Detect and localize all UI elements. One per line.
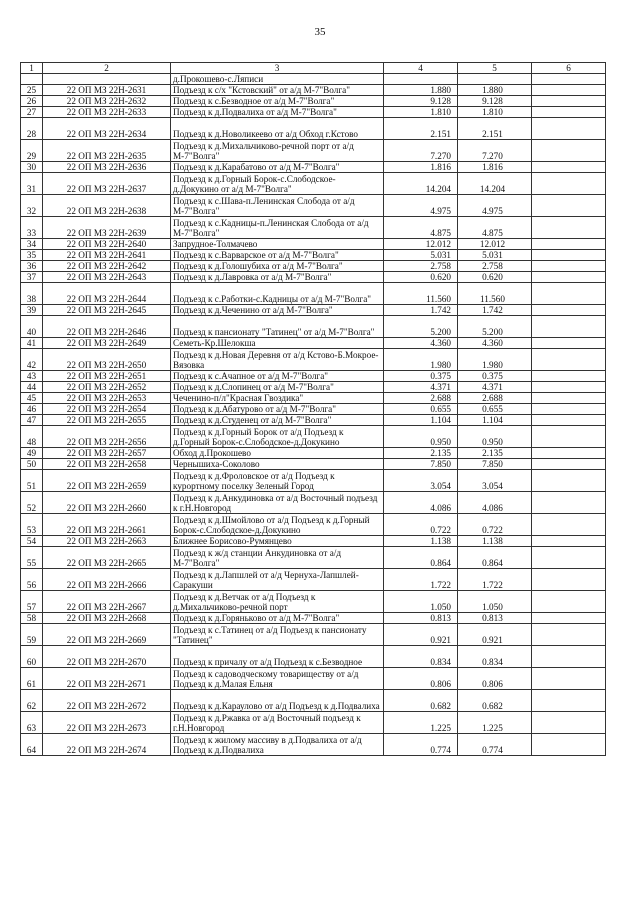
table-row (21, 74, 606, 85)
header-cell-1: 1 (21, 63, 43, 74)
row-number-cell: 55 (21, 547, 43, 569)
road-length-total-cell: 3.054 (458, 470, 532, 492)
row-number-cell: 39 (21, 305, 43, 316)
row-number-cell: 45 (21, 393, 43, 404)
road-name-cell: Подъезд к д.Горяньково от а/д М-7"Волга" (171, 613, 384, 624)
road-note-cell (532, 492, 606, 514)
road-length-total-cell: 1.138 (458, 536, 532, 547)
road-note-cell (532, 734, 606, 756)
road-name-cell: Подъезд к д.Студенец от а/д М-7"Волга" (171, 415, 384, 426)
road-length-total-cell: 2.758 (458, 261, 532, 272)
road-name-cell: Подъезд к пансионату "Татинец" от а/д М-7"Волга" (171, 316, 384, 338)
road-length-total-cell: 4.360 (458, 338, 532, 349)
road-code-cell (43, 74, 171, 85)
row-number-cell: 43 (21, 371, 43, 382)
road-note-cell (532, 195, 606, 217)
table-row (21, 624, 606, 646)
road-name-cell: Подъезд к с.Шава-п.Ленинская Слобода от а/д М-7"Волга" (171, 195, 384, 217)
header-cell-5: 5 (458, 63, 532, 74)
road-note-cell (532, 162, 606, 173)
table-row (21, 569, 606, 591)
road-length-cell: 5.031 (384, 250, 458, 261)
table-row (21, 536, 606, 547)
row-number-cell: 28 (21, 118, 43, 140)
road-note-cell (532, 261, 606, 272)
road-length-cell: 12.012 (384, 239, 458, 250)
road-note-cell (532, 536, 606, 547)
road-code-cell: 22 ОП МЗ 22Н-2674 (43, 734, 171, 756)
road-name-cell: Подъезд к с.Безводное от а/д М-7"Волга" (171, 96, 384, 107)
table-row (21, 690, 606, 712)
row-number-cell: 48 (21, 426, 43, 448)
row-number-cell: 41 (21, 338, 43, 349)
road-code-cell: 22 ОП МЗ 22Н-2643 (43, 272, 171, 283)
road-length-total-cell: 9.128 (458, 96, 532, 107)
row-number-cell: 63 (21, 712, 43, 734)
row-number-cell: 25 (21, 85, 43, 96)
table-row (21, 646, 606, 668)
road-length-total-cell: 12.012 (458, 239, 532, 250)
row-number-cell: 30 (21, 162, 43, 173)
row-number-cell: 51 (21, 470, 43, 492)
road-length-total-cell: 1.050 (458, 591, 532, 613)
road-length-cell: 4.360 (384, 338, 458, 349)
table-row (21, 195, 606, 217)
road-name-cell: Подъезд к д.Лавровка от а/д М-7"Волга" (171, 272, 384, 283)
road-name-cell: Чеченино-п/л"Красная Гвоздика" (171, 393, 384, 404)
road-note-cell (532, 338, 606, 349)
road-length-total-cell: 7.270 (458, 140, 532, 162)
table-row (21, 217, 606, 239)
road-length-total-cell: 1.722 (458, 569, 532, 591)
road-length-total-cell: 1.816 (458, 162, 532, 173)
road-length-cell: 4.975 (384, 195, 458, 217)
road-code-cell: 22 ОП МЗ 22Н-2651 (43, 371, 171, 382)
road-code-cell: 22 ОП МЗ 22Н-2649 (43, 338, 171, 349)
table-row (21, 173, 606, 195)
road-name-cell: Подъезд к д.Абатурово от а/д М-7"Волга" (171, 404, 384, 415)
road-note-cell (532, 448, 606, 459)
road-length-cell: 14.204 (384, 173, 458, 195)
road-length-cell: 0.813 (384, 613, 458, 624)
road-name-cell: Подъезд к ж/д станции Анкудиновка от а/д М-7"Волга" (171, 547, 384, 569)
road-code-cell: 22 ОП МЗ 22Н-2644 (43, 283, 171, 305)
road-note-cell (532, 118, 606, 140)
road-length-cell: 4.086 (384, 492, 458, 514)
road-length-cell: 2.688 (384, 393, 458, 404)
road-note-cell (532, 404, 606, 415)
road-length-total-cell: 0.722 (458, 514, 532, 536)
row-number-cell: 38 (21, 283, 43, 305)
table-row (21, 118, 606, 140)
table-row (21, 734, 606, 756)
road-note-cell (532, 613, 606, 624)
road-code-cell: 22 ОП МЗ 22Н-2642 (43, 261, 171, 272)
road-name-cell: Подъезд к д.Слопинец от а/д М-7"Волга" (171, 382, 384, 393)
table-row (21, 492, 606, 514)
road-note-cell (532, 591, 606, 613)
road-length-cell: 7.270 (384, 140, 458, 162)
road-note-cell (532, 305, 606, 316)
road-length-total-cell: 1.980 (458, 349, 532, 371)
road-length-cell: 0.950 (384, 426, 458, 448)
row-number-cell: 37 (21, 272, 43, 283)
road-length-total-cell: 0.950 (458, 426, 532, 448)
table-row (21, 140, 606, 162)
road-length-cell: 2.151 (384, 118, 458, 140)
road-note-cell (532, 624, 606, 646)
row-number-cell: 57 (21, 591, 43, 613)
road-code-cell: 22 ОП МЗ 22Н-2661 (43, 514, 171, 536)
road-name-cell: Подъезд к причалу от а/д Подъезд к с.Безводное (171, 646, 384, 668)
road-code-cell: 22 ОП МЗ 22Н-2671 (43, 668, 171, 690)
road-note-cell (532, 393, 606, 404)
row-number-cell: 26 (21, 96, 43, 107)
road-note-cell (532, 569, 606, 591)
table-row (21, 283, 606, 305)
table-row (21, 316, 606, 338)
road-code-cell: 22 ОП МЗ 22Н-2639 (43, 217, 171, 239)
row-number-cell: 56 (21, 569, 43, 591)
road-code-cell: 22 ОП МЗ 22Н-2636 (43, 162, 171, 173)
row-number-cell: 44 (21, 382, 43, 393)
road-note-cell (532, 239, 606, 250)
road-length-cell: 2.135 (384, 448, 458, 459)
row-number-cell: 40 (21, 316, 43, 338)
road-note-cell (532, 349, 606, 371)
road-name-cell: Подъезд к д.Шмойлово от а/д Подъезд к д.Горный Борок-с.Слободское-д.Докукино (171, 514, 384, 536)
road-code-cell: 22 ОП МЗ 22Н-2667 (43, 591, 171, 613)
road-code-cell: 22 ОП МЗ 22Н-2666 (43, 569, 171, 591)
row-number-cell: 62 (21, 690, 43, 712)
table-row (21, 470, 606, 492)
row-number-cell: 61 (21, 668, 43, 690)
table-row (21, 613, 606, 624)
road-length-cell: 0.834 (384, 646, 458, 668)
table-row (21, 162, 606, 173)
road-note-cell (532, 250, 606, 261)
road-length-total-cell: 0.806 (458, 668, 532, 690)
road-name-cell: Подъезд к д.Ветчак от а/д Подъезд к д.Михальчиково-речной порт (171, 591, 384, 613)
table-row (21, 591, 606, 613)
road-length-cell: 7.850 (384, 459, 458, 470)
road-note-cell (532, 74, 606, 85)
road-note-cell (532, 217, 606, 239)
road-length-cell: 4.875 (384, 217, 458, 239)
road-length-cell: 2.758 (384, 261, 458, 272)
road-code-cell: 22 ОП МЗ 22Н-2652 (43, 382, 171, 393)
road-length-cell: 0.864 (384, 547, 458, 569)
road-code-cell: 22 ОП МЗ 22Н-2656 (43, 426, 171, 448)
road-length-cell: 1.722 (384, 569, 458, 591)
table-row (21, 459, 606, 470)
road-name-cell: Подъезд к с.Татинец от а/д Подъезд к пансионату "Татинец" (171, 624, 384, 646)
table-body (21, 63, 606, 756)
table-row (21, 393, 606, 404)
road-name-cell: Подъезд к с.Ачапное от а/д М-7"Волга" (171, 371, 384, 382)
row-number-cell: 27 (21, 107, 43, 118)
road-length-total-cell: 14.204 (458, 173, 532, 195)
road-code-cell: 22 ОП МЗ 22Н-2637 (43, 173, 171, 195)
road-name-cell: Чернышиха-Соколово (171, 459, 384, 470)
row-number-cell: 31 (21, 173, 43, 195)
road-name-cell: д.Прокошево-с.Ляписи (171, 74, 384, 85)
road-code-cell: 22 ОП МЗ 22Н-2650 (43, 349, 171, 371)
road-length-cell: 0.806 (384, 668, 458, 690)
row-number-cell: 60 (21, 646, 43, 668)
header-cell-3: 3 (171, 63, 384, 74)
header-cell-4: 4 (384, 63, 458, 74)
road-name-cell: Подъезд к д.Караулово от а/д Подъезд к д.Подвалиха (171, 690, 384, 712)
road-length-total-cell: 0.921 (458, 624, 532, 646)
road-name-cell: Подъезд к д.Новоликеево от а/д Обход г.Кстово (171, 118, 384, 140)
road-note-cell (532, 646, 606, 668)
road-code-cell: 22 ОП МЗ 22Н-2645 (43, 305, 171, 316)
row-number-cell: 53 (21, 514, 43, 536)
row-number-cell: 32 (21, 195, 43, 217)
row-number-cell: 33 (21, 217, 43, 239)
road-code-cell: 22 ОП МЗ 22Н-2658 (43, 459, 171, 470)
road-code-cell: 22 ОП МЗ 22Н-2669 (43, 624, 171, 646)
road-note-cell (532, 107, 606, 118)
road-name-cell: Подъезд к д.Голошубиха от а/д М-7"Волга" (171, 261, 384, 272)
road-code-cell: 22 ОП МЗ 22Н-2653 (43, 393, 171, 404)
road-length-cell: 1.810 (384, 107, 458, 118)
road-length-cell: 0.620 (384, 272, 458, 283)
row-number-cell: 54 (21, 536, 43, 547)
road-name-cell: Подъезд к д.Подвалиха от а/д М-7"Волга" (171, 107, 384, 118)
road-code-cell: 22 ОП МЗ 22Н-2654 (43, 404, 171, 415)
table-row (21, 712, 606, 734)
road-code-cell: 22 ОП МЗ 22Н-2641 (43, 250, 171, 261)
road-length-total-cell: 5.200 (458, 316, 532, 338)
road-length-total-cell: 2.151 (458, 118, 532, 140)
road-code-cell: 22 ОП МЗ 22Н-2670 (43, 646, 171, 668)
road-name-cell: Семеть-Кр.Шелокша (171, 338, 384, 349)
road-length-total-cell: 0.375 (458, 371, 532, 382)
road-code-cell: 22 ОП МЗ 22Н-2646 (43, 316, 171, 338)
road-name-cell: Подъезд к д.Ржавка от а/д Восточный подъезд к г.Н.Новгород (171, 712, 384, 734)
road-length-total-cell: 0.813 (458, 613, 532, 624)
table-row (21, 547, 606, 569)
table-header-row (21, 63, 606, 74)
road-note-cell (532, 426, 606, 448)
road-length-total-cell: 2.135 (458, 448, 532, 459)
row-number-cell: 47 (21, 415, 43, 426)
road-name-cell: Подъезд к д.Карабатово от а/д М-7"Волга" (171, 162, 384, 173)
header-cell-2: 2 (43, 63, 171, 74)
road-length-cell: 1.742 (384, 305, 458, 316)
road-name-cell: Подъезд к с.Варварское от а/д М-7"Волга" (171, 250, 384, 261)
road-length-total-cell: 0.682 (458, 690, 532, 712)
road-note-cell (532, 173, 606, 195)
table-row (21, 382, 606, 393)
road-length-cell: 11.560 (384, 283, 458, 305)
road-name-cell: Ближнее Борисово-Румянцево (171, 536, 384, 547)
road-note-cell (532, 140, 606, 162)
table-row (21, 85, 606, 96)
row-number-cell: 49 (21, 448, 43, 459)
road-length-cell: 1.980 (384, 349, 458, 371)
road-name-cell: Подъезд к жилому массиву в д.Подвалиха от а/д Подъезд к д.Подвалиха (171, 734, 384, 756)
table-row (21, 514, 606, 536)
road-name-cell: Подъезд к д.Михальчиково-речной порт от а/д М-7"Волга" (171, 140, 384, 162)
road-length-total-cell: 0.864 (458, 547, 532, 569)
table-row (21, 426, 606, 448)
row-number-cell: 34 (21, 239, 43, 250)
road-length-total-cell: 7.850 (458, 459, 532, 470)
road-note-cell (532, 547, 606, 569)
header-cell-6: 6 (532, 63, 606, 74)
road-length-total-cell: 4.875 (458, 217, 532, 239)
road-length-cell: 1.225 (384, 712, 458, 734)
road-code-cell: 22 ОП МЗ 22Н-2655 (43, 415, 171, 426)
road-length-cell: 0.682 (384, 690, 458, 712)
table-row (21, 371, 606, 382)
road-length-total-cell: 1.104 (458, 415, 532, 426)
road-code-cell: 22 ОП МЗ 22Н-2640 (43, 239, 171, 250)
road-length-cell: 0.655 (384, 404, 458, 415)
row-number-cell: 64 (21, 734, 43, 756)
road-code-cell: 22 ОП МЗ 22Н-2668 (43, 613, 171, 624)
table-row (21, 338, 606, 349)
road-name-cell: Подъезд к д.Чеченино от а/д М-7"Волга" (171, 305, 384, 316)
road-length-total-cell (458, 74, 532, 85)
table-row (21, 404, 606, 415)
row-number-cell: 29 (21, 140, 43, 162)
road-length-cell: 1.880 (384, 85, 458, 96)
road-length-cell: 3.054 (384, 470, 458, 492)
row-number-cell: 46 (21, 404, 43, 415)
road-code-cell: 22 ОП МЗ 22Н-2673 (43, 712, 171, 734)
road-length-total-cell: 4.371 (458, 382, 532, 393)
road-name-cell: Подъезд к с.Кадницы-п.Ленинская Слобода от а/д М-7"Волга" (171, 217, 384, 239)
road-length-cell: 1.138 (384, 536, 458, 547)
table-row (21, 415, 606, 426)
road-length-cell: 0.774 (384, 734, 458, 756)
road-code-cell: 22 ОП МЗ 22Н-2663 (43, 536, 171, 547)
road-length-total-cell: 1.880 (458, 85, 532, 96)
road-length-cell: 9.128 (384, 96, 458, 107)
road-code-cell: 22 ОП МЗ 22Н-2659 (43, 470, 171, 492)
row-number-cell: 59 (21, 624, 43, 646)
road-note-cell (532, 272, 606, 283)
table-row (21, 305, 606, 316)
row-number-cell: 42 (21, 349, 43, 371)
road-note-cell (532, 316, 606, 338)
road-note-cell (532, 690, 606, 712)
road-code-cell: 22 ОП МЗ 22Н-2635 (43, 140, 171, 162)
table-row (21, 668, 606, 690)
road-length-total-cell: 4.975 (458, 195, 532, 217)
road-code-cell: 22 ОП МЗ 22Н-2657 (43, 448, 171, 459)
row-number-cell (21, 74, 43, 85)
road-length-total-cell: 0.655 (458, 404, 532, 415)
road-note-cell (532, 514, 606, 536)
road-code-cell: 22 ОП МЗ 22Н-2633 (43, 107, 171, 118)
table-row (21, 261, 606, 272)
road-name-cell: Подъезд к д.Горный Борок-с.Слободское-д.Докукино от а/д М-7"Волга" (171, 173, 384, 195)
road-code-cell: 22 ОП МЗ 22Н-2672 (43, 690, 171, 712)
road-length-cell: 1.816 (384, 162, 458, 173)
page-number: 35 (314, 26, 326, 38)
table-row (21, 349, 606, 371)
road-note-cell (532, 382, 606, 393)
row-number-cell: 35 (21, 250, 43, 261)
road-length-total-cell: 1.742 (458, 305, 532, 316)
road-code-cell: 22 ОП МЗ 22Н-2660 (43, 492, 171, 514)
road-code-cell: 22 ОП МЗ 22Н-2634 (43, 118, 171, 140)
road-length-cell: 1.050 (384, 591, 458, 613)
road-name-cell: Подъезд к с.Работки-с.Кадницы от а/д М-7"Волга" (171, 283, 384, 305)
road-length-total-cell: 4.086 (458, 492, 532, 514)
road-note-cell (532, 96, 606, 107)
road-length-total-cell: 0.774 (458, 734, 532, 756)
road-note-cell (532, 470, 606, 492)
road-length-total-cell: 0.620 (458, 272, 532, 283)
row-number-cell: 50 (21, 459, 43, 470)
road-note-cell (532, 371, 606, 382)
road-name-cell: Подъезд к д.Анкудиновка от а/д Восточный подъезд к г.Н.Новгород (171, 492, 384, 514)
road-note-cell (532, 415, 606, 426)
row-number-cell: 36 (21, 261, 43, 272)
road-note-cell (532, 85, 606, 96)
road-length-total-cell: 1.810 (458, 107, 532, 118)
road-length-total-cell: 2.688 (458, 393, 532, 404)
roads-table (20, 62, 606, 756)
table-row (21, 448, 606, 459)
road-code-cell: 22 ОП МЗ 22Н-2632 (43, 96, 171, 107)
road-length-total-cell: 1.225 (458, 712, 532, 734)
table-row (21, 250, 606, 261)
road-code-cell: 22 ОП МЗ 22Н-2638 (43, 195, 171, 217)
table-row (21, 96, 606, 107)
road-name-cell: Подъезд к д.Горный Борок от а/д Подъезд к д.Горный Борок-с.Слободское-д.Докукино (171, 426, 384, 448)
table-row (21, 272, 606, 283)
road-name-cell: Подъезд к д.Новая Деревня от а/д Кстово-Б.Мокрое-Вязовка (171, 349, 384, 371)
road-length-cell: 5.200 (384, 316, 458, 338)
table-row (21, 239, 606, 250)
road-name-cell: Обход д.Прокошево (171, 448, 384, 459)
road-length-cell: 4.371 (384, 382, 458, 393)
road-code-cell: 22 ОП МЗ 22Н-2665 (43, 547, 171, 569)
road-note-cell (532, 668, 606, 690)
road-note-cell (532, 459, 606, 470)
road-length-cell: 0.375 (384, 371, 458, 382)
row-number-cell: 52 (21, 492, 43, 514)
row-number-cell: 58 (21, 613, 43, 624)
road-length-cell (384, 74, 458, 85)
road-name-cell: Подъезд к д.Лапшлей от а/д Чернуха-Лапшлей-Саракуши (171, 569, 384, 591)
road-length-total-cell: 11.560 (458, 283, 532, 305)
road-name-cell: Запрудное-Толмачево (171, 239, 384, 250)
road-note-cell (532, 712, 606, 734)
road-name-cell: Подъезд к с/х "Кстовский" от а/д М-7"Волга" (171, 85, 384, 96)
road-length-total-cell: 5.031 (458, 250, 532, 261)
road-note-cell (532, 283, 606, 305)
road-name-cell: Подъезд к садоводческому товариществу от а/д Подъезд к д.Малая Ельня (171, 668, 384, 690)
road-length-cell: 0.921 (384, 624, 458, 646)
road-length-cell: 1.104 (384, 415, 458, 426)
road-code-cell: 22 ОП МЗ 22Н-2631 (43, 85, 171, 96)
road-name-cell: Подъезд к д.Фроловское от а/д Подъезд к курортному поселку Зеленый Город (171, 470, 384, 492)
table-row (21, 107, 606, 118)
road-length-cell: 0.722 (384, 514, 458, 536)
road-length-total-cell: 0.834 (458, 646, 532, 668)
